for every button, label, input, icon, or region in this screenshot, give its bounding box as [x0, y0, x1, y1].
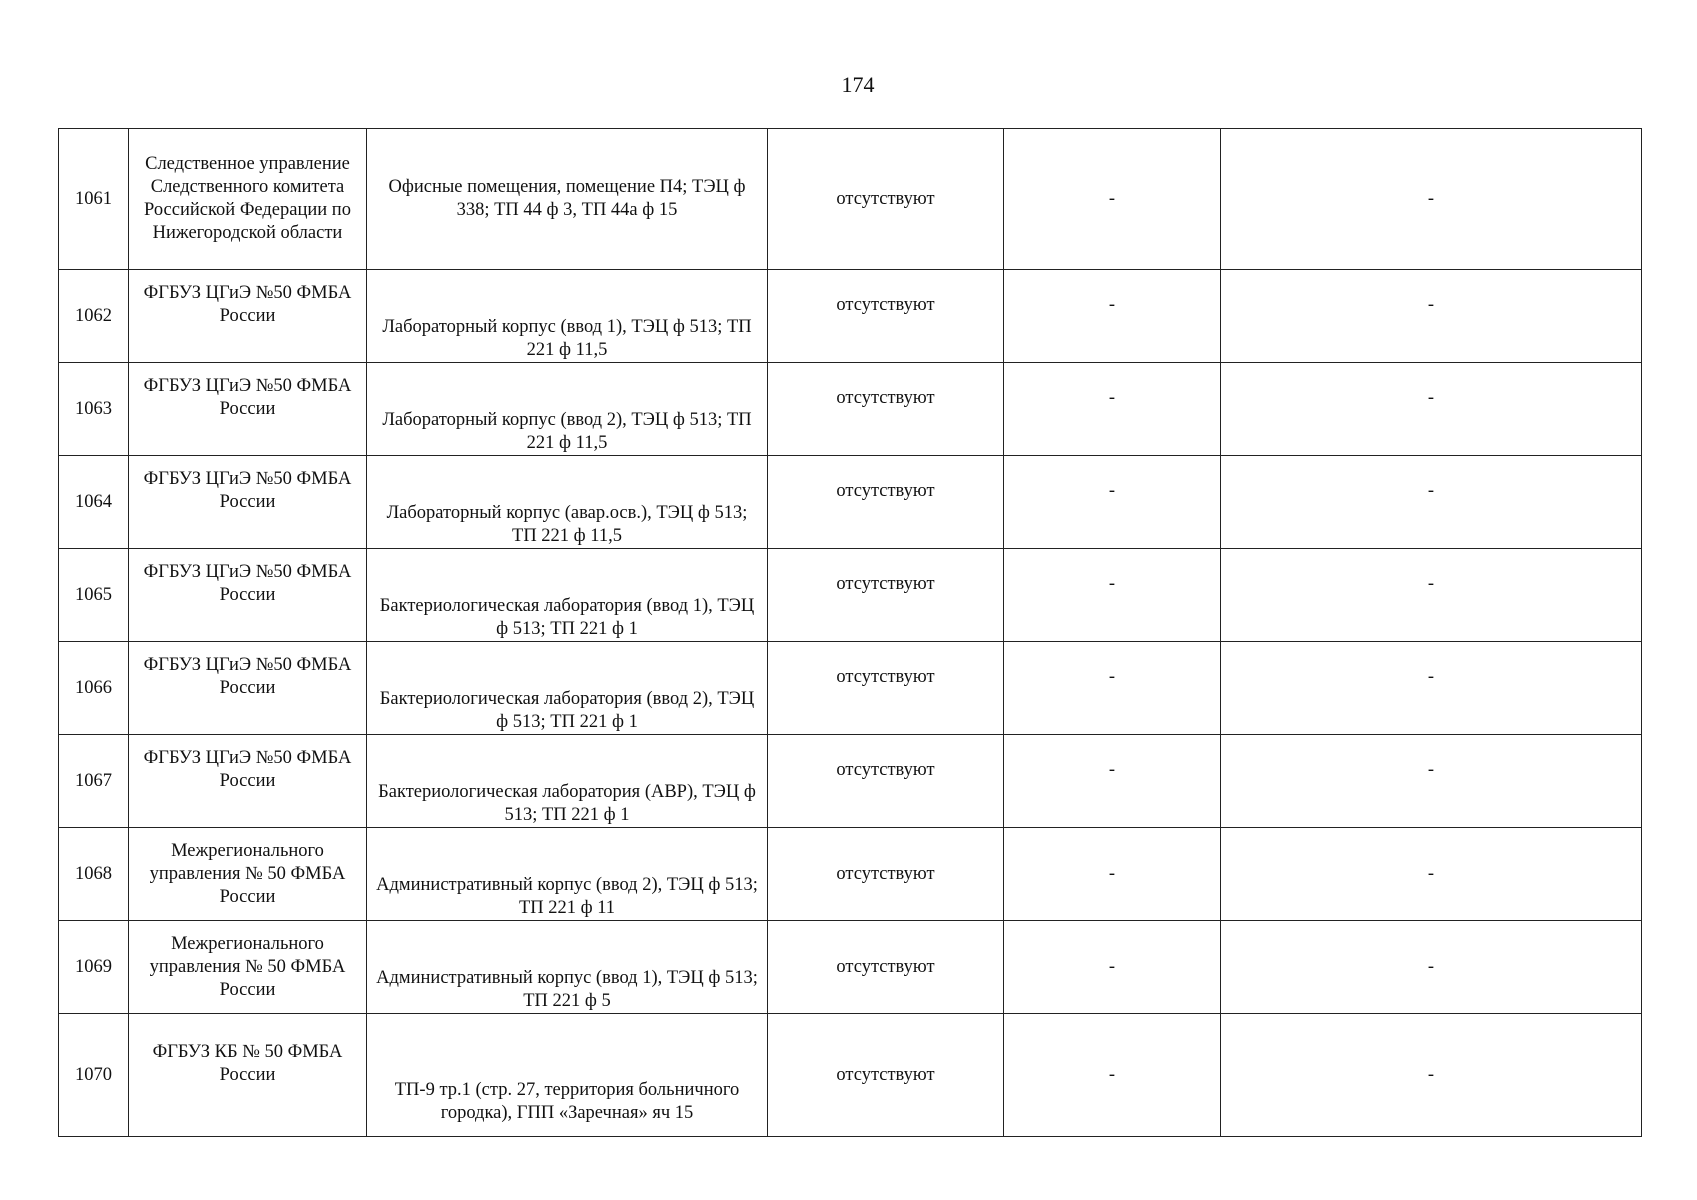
object-cell	[367, 270, 768, 363]
table-row	[59, 363, 1642, 456]
status-cell	[768, 363, 1004, 456]
status-text: отсутствуют	[836, 759, 935, 780]
object-cell	[367, 921, 768, 1014]
column6-text: -	[1427, 387, 1435, 408]
object-cell	[367, 456, 768, 549]
status-cell: отсутствуют	[768, 129, 1004, 270]
column5-cell: -	[1004, 129, 1221, 270]
organization-cell	[129, 642, 367, 735]
row-number: 1068	[59, 828, 129, 921]
organization-cell	[129, 921, 367, 1014]
column5-text: -	[1108, 666, 1116, 687]
object-text: Лабораторный корпус (авар.осв.), ТЭЦ ф 513; ТП 221 ф 11,5	[386, 503, 748, 546]
status-cell	[768, 921, 1004, 1014]
object-cell	[367, 129, 768, 270]
organization-cell	[129, 270, 367, 363]
table-row	[59, 921, 1642, 1014]
table-row	[59, 549, 1642, 642]
object-text: Административный корпус (ввод 1), ТЭЦ ф 513; ТП 221 ф 5	[376, 968, 758, 1011]
column6-text: -	[1427, 956, 1435, 977]
organization-text: ФГБУЗ КБ № 50 ФМБА России	[152, 1042, 343, 1085]
column6-cell	[1221, 549, 1642, 642]
object-text: Административный корпус (ввод 2), ТЭЦ ф 513; ТП 221 ф 11	[376, 875, 758, 918]
column6-cell	[1221, 270, 1642, 363]
status-cell	[768, 456, 1004, 549]
data-table	[58, 128, 1642, 1137]
column5-cell	[1004, 363, 1221, 456]
object-cell	[367, 1014, 768, 1137]
table-row	[59, 270, 1642, 363]
column6-cell	[1221, 363, 1642, 456]
organization-cell	[129, 363, 367, 456]
table-row	[59, 456, 1642, 549]
row-number: 1066	[59, 642, 129, 735]
status-cell	[768, 642, 1004, 735]
status-text: отсутствуют	[836, 480, 935, 501]
column5-text: -	[1108, 573, 1116, 594]
object-cell	[367, 363, 768, 456]
table-row	[59, 642, 1642, 735]
column5-cell	[1004, 549, 1221, 642]
column5-cell	[1004, 735, 1221, 828]
organization-cell	[129, 456, 367, 549]
column5-cell	[1004, 642, 1221, 735]
status-text: отсутствуют	[836, 666, 935, 687]
column6-text: -	[1427, 863, 1435, 884]
status-cell: отсутствуют	[768, 1014, 1004, 1137]
status-cell	[768, 270, 1004, 363]
column5-cell	[1004, 828, 1221, 921]
status-cell	[768, 735, 1004, 828]
column5-text: -	[1108, 294, 1116, 315]
organization-cell	[129, 549, 367, 642]
column6-text: -	[1427, 294, 1435, 315]
column6-text: -	[1427, 480, 1435, 501]
row-number: 1063	[59, 363, 129, 456]
status-cell	[768, 828, 1004, 921]
object-text: Офисные помещения, помещение П4; ТЭЦ ф 338; ТП 44 ф 3, ТП 44а ф 15	[388, 177, 746, 220]
column6-cell	[1221, 828, 1642, 921]
organization-text: ФГБУЗ ЦГиЭ №50 ФМБА России	[143, 283, 352, 326]
column6-text: -	[1427, 759, 1435, 780]
column6-text: -	[1427, 666, 1435, 687]
column6-cell	[1221, 642, 1642, 735]
row-number: 1069	[59, 921, 129, 1014]
column5-text: -	[1108, 480, 1116, 501]
object-cell	[367, 828, 768, 921]
column5-cell: -	[1004, 1014, 1221, 1137]
object-cell	[367, 735, 768, 828]
organization-cell	[129, 735, 367, 828]
column6-cell	[1221, 456, 1642, 549]
organization-cell	[129, 1014, 367, 1137]
column5-text: -	[1108, 956, 1116, 977]
column6-cell: -	[1221, 1014, 1642, 1137]
object-text: ТП-9 тр.1 (стр. 27, территория больничного городка), ГПП «Заречная» яч 15	[394, 1080, 740, 1123]
organization-text: Следственное управление Следственного комитета Российской Федерации по Нижегородской области	[144, 154, 351, 243]
row-number: 1061	[59, 129, 129, 270]
organization-text: Межрегионального управления № 50 ФМБА России	[149, 840, 346, 907]
column6-cell	[1221, 921, 1642, 1014]
column5-text: -	[1108, 759, 1116, 780]
organization-text: ФГБУЗ ЦГиЭ №50 ФМБА России	[143, 655, 352, 698]
organization-cell	[129, 129, 367, 270]
status-text: отсутствуют	[836, 956, 935, 977]
row-number: 1067	[59, 735, 129, 828]
table-row	[59, 828, 1642, 921]
row-number: 1062	[59, 270, 129, 363]
status-text: отсутствуют	[836, 863, 935, 884]
column5-cell	[1004, 270, 1221, 363]
status-cell	[768, 549, 1004, 642]
column6-cell: -	[1221, 129, 1642, 270]
status-text: отсутствуют	[836, 573, 935, 594]
row-number: 1065	[59, 549, 129, 642]
page-number: 174	[841, 72, 875, 97]
row-number: 1064	[59, 456, 129, 549]
column6-cell	[1221, 735, 1642, 828]
object-text: Бактериологическая лаборатория (АВР), ТЭЦ ф 513; ТП 221 ф 1	[378, 782, 756, 825]
object-text: Бактериологическая лаборатория (ввод 1), ТЭЦ ф 513; ТП 221 ф 1	[379, 596, 755, 639]
organization-text: Межрегионального управления № 50 ФМБА России	[149, 933, 346, 1000]
organization-text: ФГБУЗ ЦГиЭ №50 ФМБА России	[143, 376, 352, 419]
column5-text: -	[1108, 863, 1116, 884]
column5-text: -	[1108, 387, 1116, 408]
column6-text: -	[1427, 573, 1435, 594]
status-text: отсутствуют	[836, 387, 935, 408]
object-cell	[367, 549, 768, 642]
table-row	[59, 1014, 1642, 1137]
organization-text: ФГБУЗ ЦГиЭ №50 ФМБА России	[143, 562, 352, 605]
row-number: 1070	[59, 1014, 129, 1137]
column5-cell	[1004, 921, 1221, 1014]
table-row	[59, 129, 1642, 270]
object-text: Лабораторный корпус (ввод 2), ТЭЦ ф 513; ТП 221 ф 11,5	[382, 410, 752, 453]
organization-text: ФГБУЗ ЦГиЭ №50 ФМБА России	[143, 469, 352, 512]
object-text: Бактериологическая лаборатория (ввод 2), ТЭЦ ф 513; ТП 221 ф 1	[379, 689, 755, 732]
organization-text: ФГБУЗ ЦГиЭ №50 ФМБА России	[143, 748, 352, 791]
status-text: отсутствуют	[836, 294, 935, 315]
object-text: Лабораторный корпус (ввод 1), ТЭЦ ф 513; ТП 221 ф 11,5	[382, 317, 752, 360]
organization-cell	[129, 828, 367, 921]
object-cell	[367, 642, 768, 735]
column5-cell	[1004, 456, 1221, 549]
table-row	[59, 735, 1642, 828]
